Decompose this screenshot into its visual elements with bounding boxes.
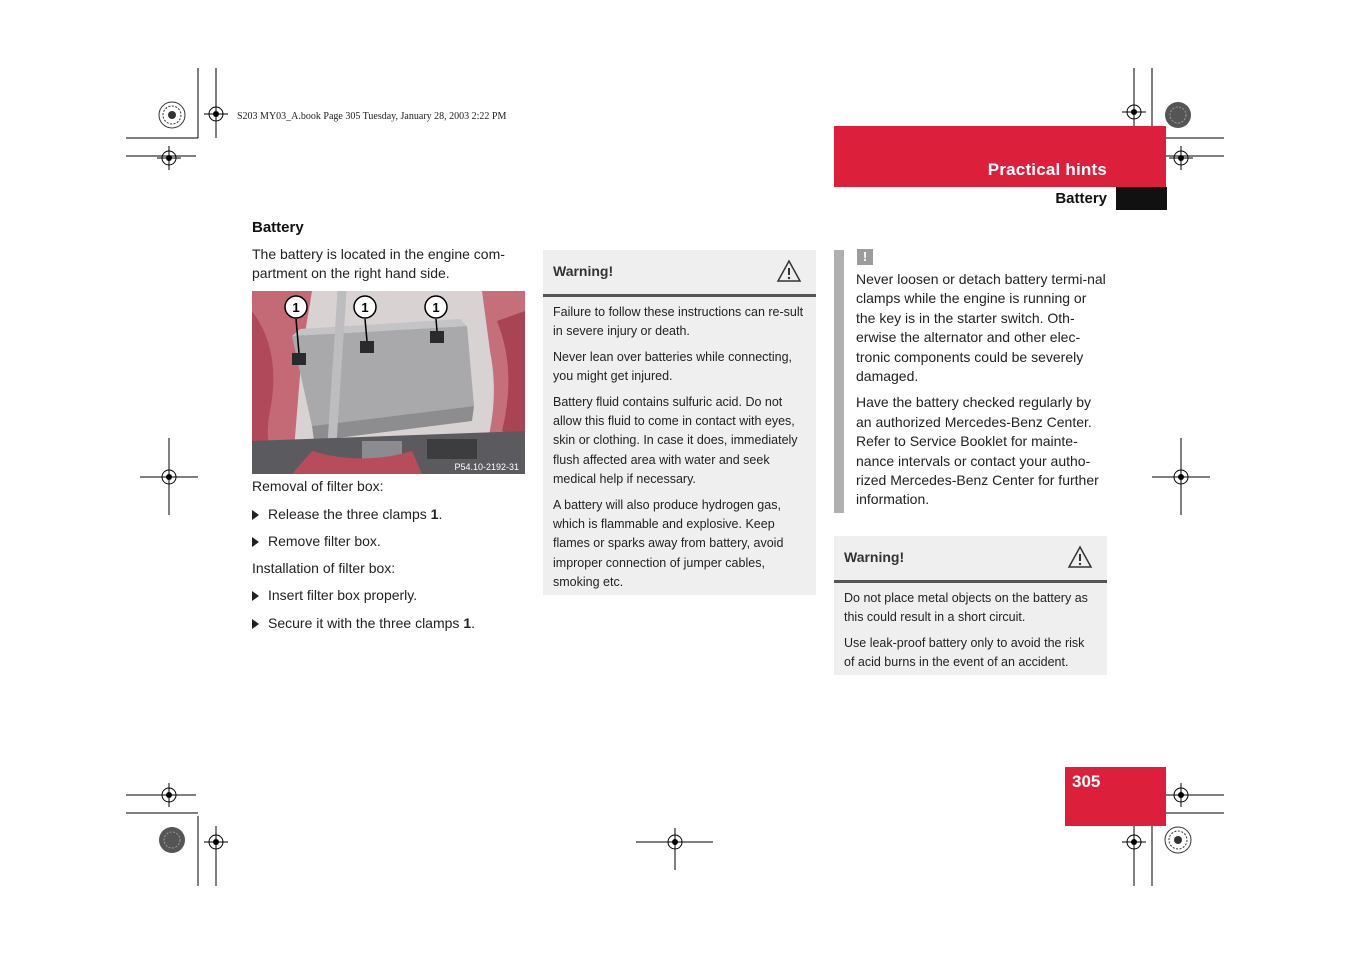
warning-triangle-icon	[1067, 545, 1093, 569]
page-title: Battery	[252, 219, 304, 236]
installation-step-2: Secure it with the three clamps 1.	[252, 615, 524, 631]
warning-paragraph: Do not place metal objects on the battery as this could result in a short circuit.	[844, 591, 1088, 625]
engine-compartment-photo	[252, 291, 525, 474]
warning-paragraph: A battery will also produce hydrogen gas, which is flammable and explosive. Keep flames or sparks away from battery, avoid improper connection of jumper cables, smoking etc.	[553, 497, 784, 590]
arrow-right-icon	[252, 510, 259, 520]
removal-label: Removal of filter box:	[252, 478, 384, 494]
removal-step-2: Remove filter box.	[252, 533, 524, 549]
warning-paragraph: Use leak-proof battery only to avoid the risk of acid burns in the event of an accident.	[844, 635, 1085, 670]
callout-2: 1	[361, 300, 369, 315]
warning-header	[834, 536, 1107, 583]
callout-1: 1	[292, 300, 300, 315]
note-paragraph: Have the battery checked regularly by an authorized Mercedes-Benz Center. Refer to Service Booklet for mainte-nance intervals or contact your autho-rized Mercedes-Benz Center for further information.	[856, 394, 1099, 508]
warning-body	[834, 583, 1107, 685]
warning-label: Warning!	[844, 549, 905, 565]
callout-3: 1	[432, 300, 440, 315]
warning-header	[543, 250, 816, 297]
image-code: P54.10-2192-31	[454, 462, 519, 472]
arrow-right-icon	[252, 619, 259, 629]
warning-label: Warning!	[553, 263, 614, 279]
warning-paragraph: Never lean over batteries while connecting, you might get injured.	[553, 349, 793, 384]
warning-body	[543, 297, 816, 605]
arrow-right-icon	[252, 591, 259, 601]
page-number: 305	[1072, 772, 1101, 791]
warning-paragraph: Battery fluid contains sulfuric acid. Do not allow this fluid to come in contact with eyes, skin or clothing. In case it does, immediately flush affected area with water and seek medical help if necessary.	[553, 394, 798, 487]
warning-box-2	[834, 536, 1107, 675]
note-bar	[834, 250, 844, 513]
arrow-right-icon	[252, 537, 259, 547]
page-number-box	[1065, 767, 1166, 826]
installation-step-1: Insert filter box properly.	[252, 587, 524, 603]
exclamation-icon: !	[857, 249, 873, 265]
warning-paragraph: Failure to follow these instructions can re-sult in severe injury or death.	[553, 305, 804, 339]
note-text	[856, 270, 1108, 517]
warning-triangle-icon	[776, 259, 802, 283]
section-marker	[1116, 187, 1167, 210]
print-info: S203 MY03_A.book Page 305 Tuesday, January 28, 2003 2:22 PM	[237, 111, 507, 122]
intro-text: The battery is located in the engine com-partment on the right hand side.	[252, 246, 505, 282]
note-paragraph: Never loosen or detach battery termi-nal clamps while the engine is running or the key is in the starter switch. Oth-erwise the alternator and other elec-tronic components could be severely damaged.	[856, 271, 1106, 385]
chapter-title: Practical hints	[987, 160, 1107, 179]
installation-label: Installation of filter box:	[252, 560, 396, 576]
section-header: Battery	[1055, 190, 1107, 207]
warning-box-1	[543, 250, 816, 595]
removal-step-1: Release the three clamps 1.	[252, 506, 524, 522]
chapter-header	[834, 126, 1166, 187]
